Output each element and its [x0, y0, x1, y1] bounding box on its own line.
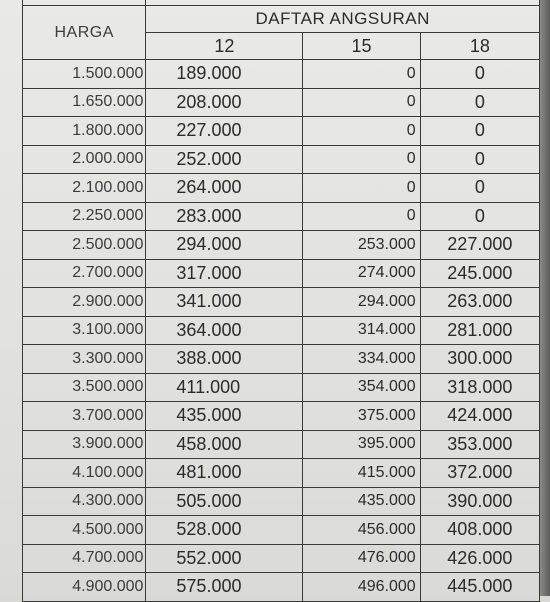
installment-15-cell: 0 [303, 88, 420, 117]
installment-18-cell: 0 [420, 88, 539, 117]
term-header-18: 18 [420, 33, 539, 60]
installment-18-cell: 0 [420, 174, 539, 203]
harga-cell: 2.100.000 [23, 174, 146, 203]
installment-table [22, 0, 540, 602]
table-row [23, 430, 540, 459]
page-edge-shadow [540, 0, 550, 596]
table-row [23, 117, 540, 146]
harga-cell: 4.500.000 [23, 516, 146, 545]
installment-18-cell: 0 [420, 60, 539, 89]
header-row-group [23, 6, 540, 33]
harga-cell: 4.900.000 [23, 573, 146, 602]
harga-cell: 1.500.000 [23, 60, 146, 89]
installment-12-cell: 388.000 [146, 345, 303, 374]
installment-18-cell: 281.000 [420, 316, 539, 345]
installment-15-cell: 0 [303, 60, 420, 89]
installment-15-cell: 375.000 [303, 402, 420, 431]
table-row [23, 402, 540, 431]
harga-cell: 2.500.000 [23, 231, 146, 260]
harga-cell: 2.000.000 [23, 145, 146, 174]
installment-15-cell: 294.000 [303, 288, 420, 317]
table-row [23, 145, 540, 174]
installment-12-cell: 294.000 [146, 231, 303, 260]
installment-18-cell: 0 [420, 202, 539, 231]
harga-cell: 3.300.000 [23, 345, 146, 374]
installment-15-cell: 395.000 [303, 430, 420, 459]
installment-12-cell: 435.000 [146, 402, 303, 431]
installment-12-cell: 364.000 [146, 316, 303, 345]
installment-18-cell: 390.000 [420, 487, 539, 516]
harga-cell: 4.300.000 [23, 487, 146, 516]
installment-12-cell: 341.000 [146, 288, 303, 317]
installment-18-cell: 426.000 [420, 544, 539, 573]
harga-cell: 2.250.000 [23, 202, 146, 231]
table-body [23, 0, 540, 601]
harga-cell: 1.650.000 [23, 88, 146, 117]
installment-15-cell: 476.000 [303, 544, 420, 573]
installment-15-cell: 0 [303, 145, 420, 174]
installment-12-cell: 528.000 [146, 516, 303, 545]
installment-12-cell: 552.000 [146, 544, 303, 573]
installment-12-cell: 458.000 [146, 430, 303, 459]
installment-18-cell: 245.000 [420, 259, 539, 288]
installment-18-cell: 318.000 [420, 373, 539, 402]
table-row [23, 544, 540, 573]
table-row [23, 202, 540, 231]
installment-15-cell: 354.000 [303, 373, 420, 402]
installment-15-cell: 496.000 [303, 573, 420, 602]
installment-12-cell: 283.000 [146, 202, 303, 231]
harga-cell: 2.900.000 [23, 288, 146, 317]
table-row [23, 516, 540, 545]
installment-12-cell: 317.000 [146, 259, 303, 288]
harga-cell: 4.700.000 [23, 544, 146, 573]
harga-cell: 2.700.000 [23, 259, 146, 288]
installment-12-cell: 227.000 [146, 117, 303, 146]
installment-18-cell: 0 [420, 145, 539, 174]
installment-18-cell: 300.000 [420, 345, 539, 374]
installment-15-cell: 0 [303, 117, 420, 146]
term-header-12: 12 [146, 33, 303, 60]
harga-cell: 3.700.000 [23, 402, 146, 431]
installment-18-cell: 227.000 [420, 231, 539, 260]
table-row [23, 88, 540, 117]
installment-18-cell: 0 [420, 117, 539, 146]
installment-15-cell: 253.000 [303, 231, 420, 260]
installment-12-cell: 264.000 [146, 174, 303, 203]
installment-18-cell: 263.000 [420, 288, 539, 317]
installment-18-cell: 424.000 [420, 402, 539, 431]
table-row [23, 316, 540, 345]
table-row [23, 345, 540, 374]
daftar-angsuran-header: DAFTAR ANGSURAN [146, 6, 540, 33]
installment-18-cell: 353.000 [420, 430, 539, 459]
table-row [23, 459, 540, 488]
harga-cell: 4.100.000 [23, 459, 146, 488]
installment-15-cell: 0 [303, 202, 420, 231]
installment-12-cell: 575.000 [146, 573, 303, 602]
harga-header: HARGA [23, 6, 146, 60]
table-row [23, 259, 540, 288]
installment-15-cell: 0 [303, 174, 420, 203]
installment-18-cell: 408.000 [420, 516, 539, 545]
installment-12-cell: 505.000 [146, 487, 303, 516]
table-row [23, 573, 540, 602]
installment-15-cell: 435.000 [303, 487, 420, 516]
installment-15-cell: 274.000 [303, 259, 420, 288]
installment-12-cell: 481.000 [146, 459, 303, 488]
installment-15-cell: 334.000 [303, 345, 420, 374]
installment-15-cell: 415.000 [303, 459, 420, 488]
term-header-15: 15 [303, 33, 420, 60]
harga-cell: 3.900.000 [23, 430, 146, 459]
table-row [23, 288, 540, 317]
installment-12-cell: 189.000 [146, 60, 303, 89]
installment-12-cell: 208.000 [146, 88, 303, 117]
table-row [23, 487, 540, 516]
table-row [23, 60, 540, 89]
harga-cell: 1.800.000 [23, 117, 146, 146]
table-row [23, 231, 540, 260]
harga-cell: 3.100.000 [23, 316, 146, 345]
installment-15-cell: 456.000 [303, 516, 420, 545]
table-row [23, 373, 540, 402]
installment-18-cell: 372.000 [420, 459, 539, 488]
harga-cell: 3.500.000 [23, 373, 146, 402]
installment-15-cell: 314.000 [303, 316, 420, 345]
installment-18-cell: 445.000 [420, 573, 539, 602]
installment-12-cell: 252.000 [146, 145, 303, 174]
table-row [23, 174, 540, 203]
installment-12-cell: 411.000 [146, 373, 303, 402]
